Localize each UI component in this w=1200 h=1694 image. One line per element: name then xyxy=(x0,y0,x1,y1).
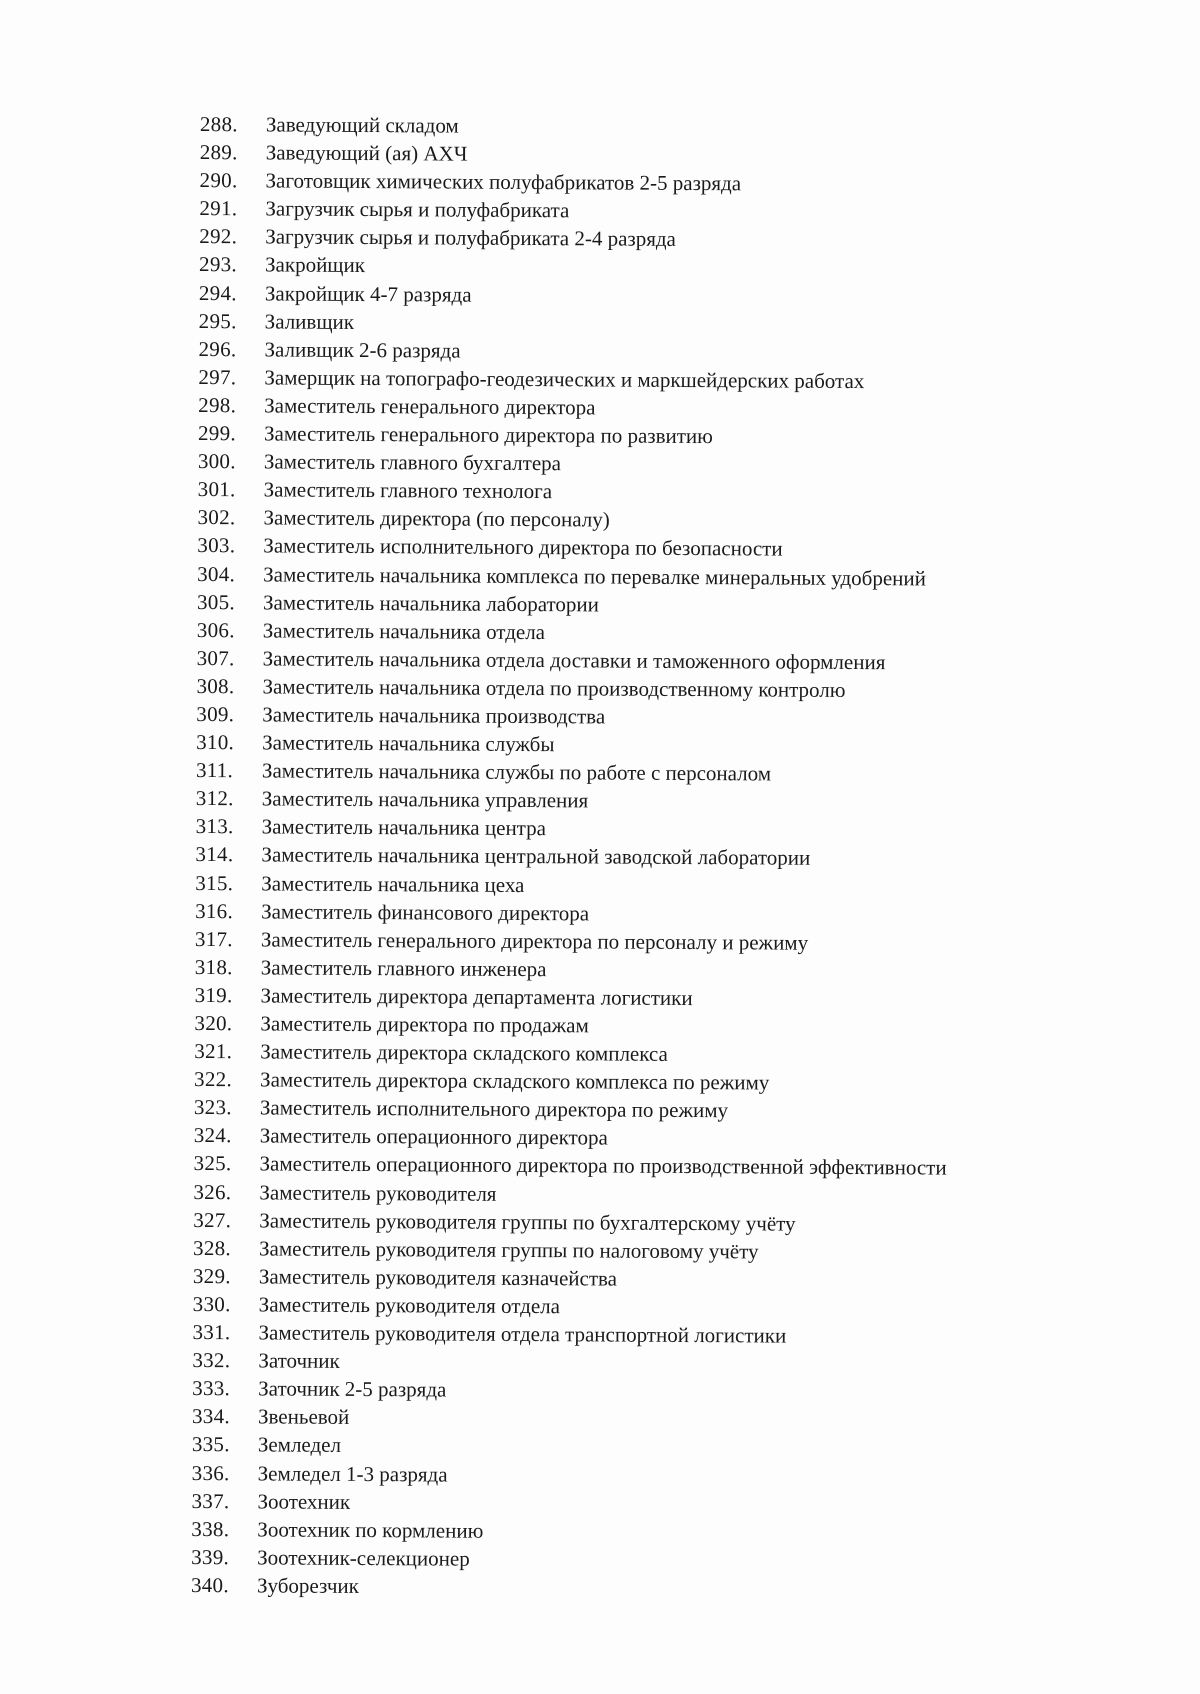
list-item-text: Заместитель директора складского комплекса xyxy=(260,1039,668,1066)
list-item-number: 340. xyxy=(190,1572,230,1598)
list-item-number: 314. xyxy=(195,842,234,867)
list-item-number: 304. xyxy=(197,561,236,586)
list-item-text: Заместитель директора по продажам xyxy=(260,1011,589,1038)
list-item-text: Загрузчик сырья и полуфабриката xyxy=(265,196,570,223)
list-item-text: Звеньевой xyxy=(257,1404,350,1430)
list-item-text: Заместитель начальника центра xyxy=(261,814,547,841)
list-item-text: Заместитель начальника службы по работе с персоналом xyxy=(261,758,772,786)
list-item-number: 289. xyxy=(199,140,238,165)
list-item-text: Заместитель руководителя отдела xyxy=(258,1292,561,1319)
list-item-text: Заместитель начальника отдела по производственному контролю xyxy=(262,674,846,702)
list-item-number: 296. xyxy=(198,336,237,361)
list-item-number: 301. xyxy=(197,477,236,502)
list-item-text: Заместитель руководителя группы по налоговому учёту xyxy=(258,1236,759,1264)
list-item-text: Заместитель финансового директора xyxy=(261,899,590,926)
list-item-number: 313. xyxy=(195,814,234,839)
list-item-text: Заместитель руководителя группы по бухгалтерскому учёту xyxy=(259,1208,796,1236)
list-item-text: Заместитель руководителя казначейства xyxy=(258,1264,618,1291)
list-item-text: Земледел 1-3 разряда xyxy=(257,1460,448,1487)
list-item-text: Зуборезчик xyxy=(256,1573,359,1598)
list-item-number: 292. xyxy=(199,224,238,249)
list-item-text: Заместитель начальника комплекса по перевалке минеральных удобрений xyxy=(263,561,927,590)
list-item-number: 298. xyxy=(198,392,237,418)
list-item-text: Заточник 2-5 разряда xyxy=(258,1376,447,1402)
list-item-text: Заместитель начальника лаборатории xyxy=(262,589,600,617)
list-item-number: 302. xyxy=(197,505,236,530)
list-item-number: 291. xyxy=(199,196,238,221)
list-item-number: 318. xyxy=(194,954,233,980)
list-item-number: 333. xyxy=(192,1376,231,1401)
list-item-number: 319. xyxy=(194,982,233,1008)
list-item-number: 308. xyxy=(196,673,235,699)
list-item-text: Заместитель генерального директора по персоналу и режиму xyxy=(260,927,809,955)
list-item-text: Заведующий складом xyxy=(265,112,459,138)
list-item-number: 315. xyxy=(195,870,234,895)
list-item-text: Заместитель главного технолога xyxy=(263,477,553,504)
list-item-number: 330. xyxy=(192,1291,231,1317)
list-item-text: Заместитель начальника центральной заводской лаборатории xyxy=(261,842,811,871)
list-item-text: Заготовщик химических полуфабрикатов 2-5 разряда xyxy=(265,168,742,196)
list-item-text: Заместитель исполнительного директора по режиму xyxy=(259,1095,729,1123)
list-item-text: Заточник xyxy=(258,1348,340,1374)
list-item-number: 309. xyxy=(196,701,235,727)
list-item-number: 316. xyxy=(195,898,234,923)
list-item-number: 324. xyxy=(193,1123,232,1148)
list-item-text: Земледел xyxy=(257,1432,342,1458)
list-item-number: 306. xyxy=(196,617,235,642)
list-item-number: 331. xyxy=(192,1320,231,1345)
list-item-text: Заместитель начальника цеха xyxy=(261,870,525,897)
list-item-text: Закройщик 4-7 разряда xyxy=(264,280,472,307)
list-item-text: Заместитель генерального директора по развитию xyxy=(263,421,713,449)
list-item-text: Заместитель операционного директора по производственной эффективности xyxy=(259,1151,947,1181)
list-item-text: Зоотехник-селекционер xyxy=(257,1545,470,1571)
list-item-number: 336. xyxy=(191,1460,230,1485)
list-item-text: Заместитель начальника производства xyxy=(262,702,606,729)
list-item-text: Заместитель руководителя отдела транспортной логистики xyxy=(258,1320,787,1348)
list-item-text: Заместитель директора департамента логистики xyxy=(260,983,693,1010)
list-item-number: 329. xyxy=(192,1263,231,1289)
list-item-number: 303. xyxy=(197,533,236,558)
list-item-number: 328. xyxy=(192,1235,232,1260)
list-item-text: Заместитель операционного директора xyxy=(259,1123,608,1150)
list-item-number: 312. xyxy=(195,786,234,811)
list-item-text: Заместитель генерального директора xyxy=(264,393,596,420)
list-item-number: 323. xyxy=(193,1095,232,1120)
list-item-number: 290. xyxy=(199,168,238,193)
list-item-number: 332. xyxy=(192,1348,231,1373)
list-item-number: 305. xyxy=(196,589,236,614)
list-item-text: Заместитель директора складского комплекса по режиму xyxy=(260,1067,770,1095)
list-item-number: 327. xyxy=(193,1207,232,1232)
list-item-number: 310. xyxy=(196,730,235,755)
list-item-text: Заместитель исполнительного директора по безопасности xyxy=(263,533,783,561)
list-item-text: Загрузчик сырья и полуфабриката 2-4 разряда xyxy=(265,224,676,252)
list-item-text: Заместитель директора (по персоналу) xyxy=(263,505,610,532)
list-item-number: 307. xyxy=(196,645,235,671)
list-item-text: Заливщик 2-6 разряда xyxy=(264,337,461,363)
list-item-number: 295. xyxy=(198,308,237,333)
list-item-text: Заместитель начальника отдела xyxy=(262,618,546,644)
list-item-text: Зоотехник xyxy=(257,1488,351,1514)
list-item-number: 334. xyxy=(191,1404,231,1429)
list-item-text: Заместитель начальника управления xyxy=(261,786,589,813)
list-item-text: Закройщик xyxy=(264,252,366,278)
list-item-number: 339. xyxy=(191,1544,230,1569)
list-item-text: Заместитель начальника службы xyxy=(262,730,555,757)
list-item-text: Заведующий (ая) АХЧ xyxy=(265,140,468,166)
list-item-text: Замерщик на топографо-геодезических и маркшейдерских работах xyxy=(264,365,865,393)
list-item-number: 321. xyxy=(194,1039,233,1064)
list-item-number: 317. xyxy=(194,926,233,951)
list-item-number: 300. xyxy=(197,449,236,474)
list-item-number: 297. xyxy=(198,364,237,390)
numbered-list xyxy=(191,112,1100,1606)
list-item-number: 326. xyxy=(193,1179,232,1204)
list-item-number: 320. xyxy=(194,1010,233,1036)
list-item-text: Заместитель начальника отдела доставки и таможенного оформления xyxy=(262,646,886,674)
list-item-text: Заместитель главного бухгалтера xyxy=(263,449,562,476)
list-item-text: Заливщик xyxy=(264,309,355,334)
list-item-number: 338. xyxy=(191,1516,230,1541)
list-item-number: 325. xyxy=(193,1151,232,1176)
list-item-number: 299. xyxy=(197,421,237,446)
list-item-number: 322. xyxy=(194,1067,233,1092)
list-item-number: 288. xyxy=(199,112,238,137)
list-item-text: Зоотехник по кормлению xyxy=(257,1517,484,1543)
list-item-number: 335. xyxy=(191,1432,230,1457)
list-item-number: 293. xyxy=(198,252,238,277)
list-item-number: 311. xyxy=(195,758,234,783)
list-item-text: Заместитель руководителя xyxy=(259,1179,497,1206)
list-item xyxy=(191,1573,1091,1607)
list-item-number: 294. xyxy=(198,280,237,305)
list-item-text: Заместитель главного инженера xyxy=(260,955,547,981)
list-item-number: 337. xyxy=(191,1488,230,1513)
